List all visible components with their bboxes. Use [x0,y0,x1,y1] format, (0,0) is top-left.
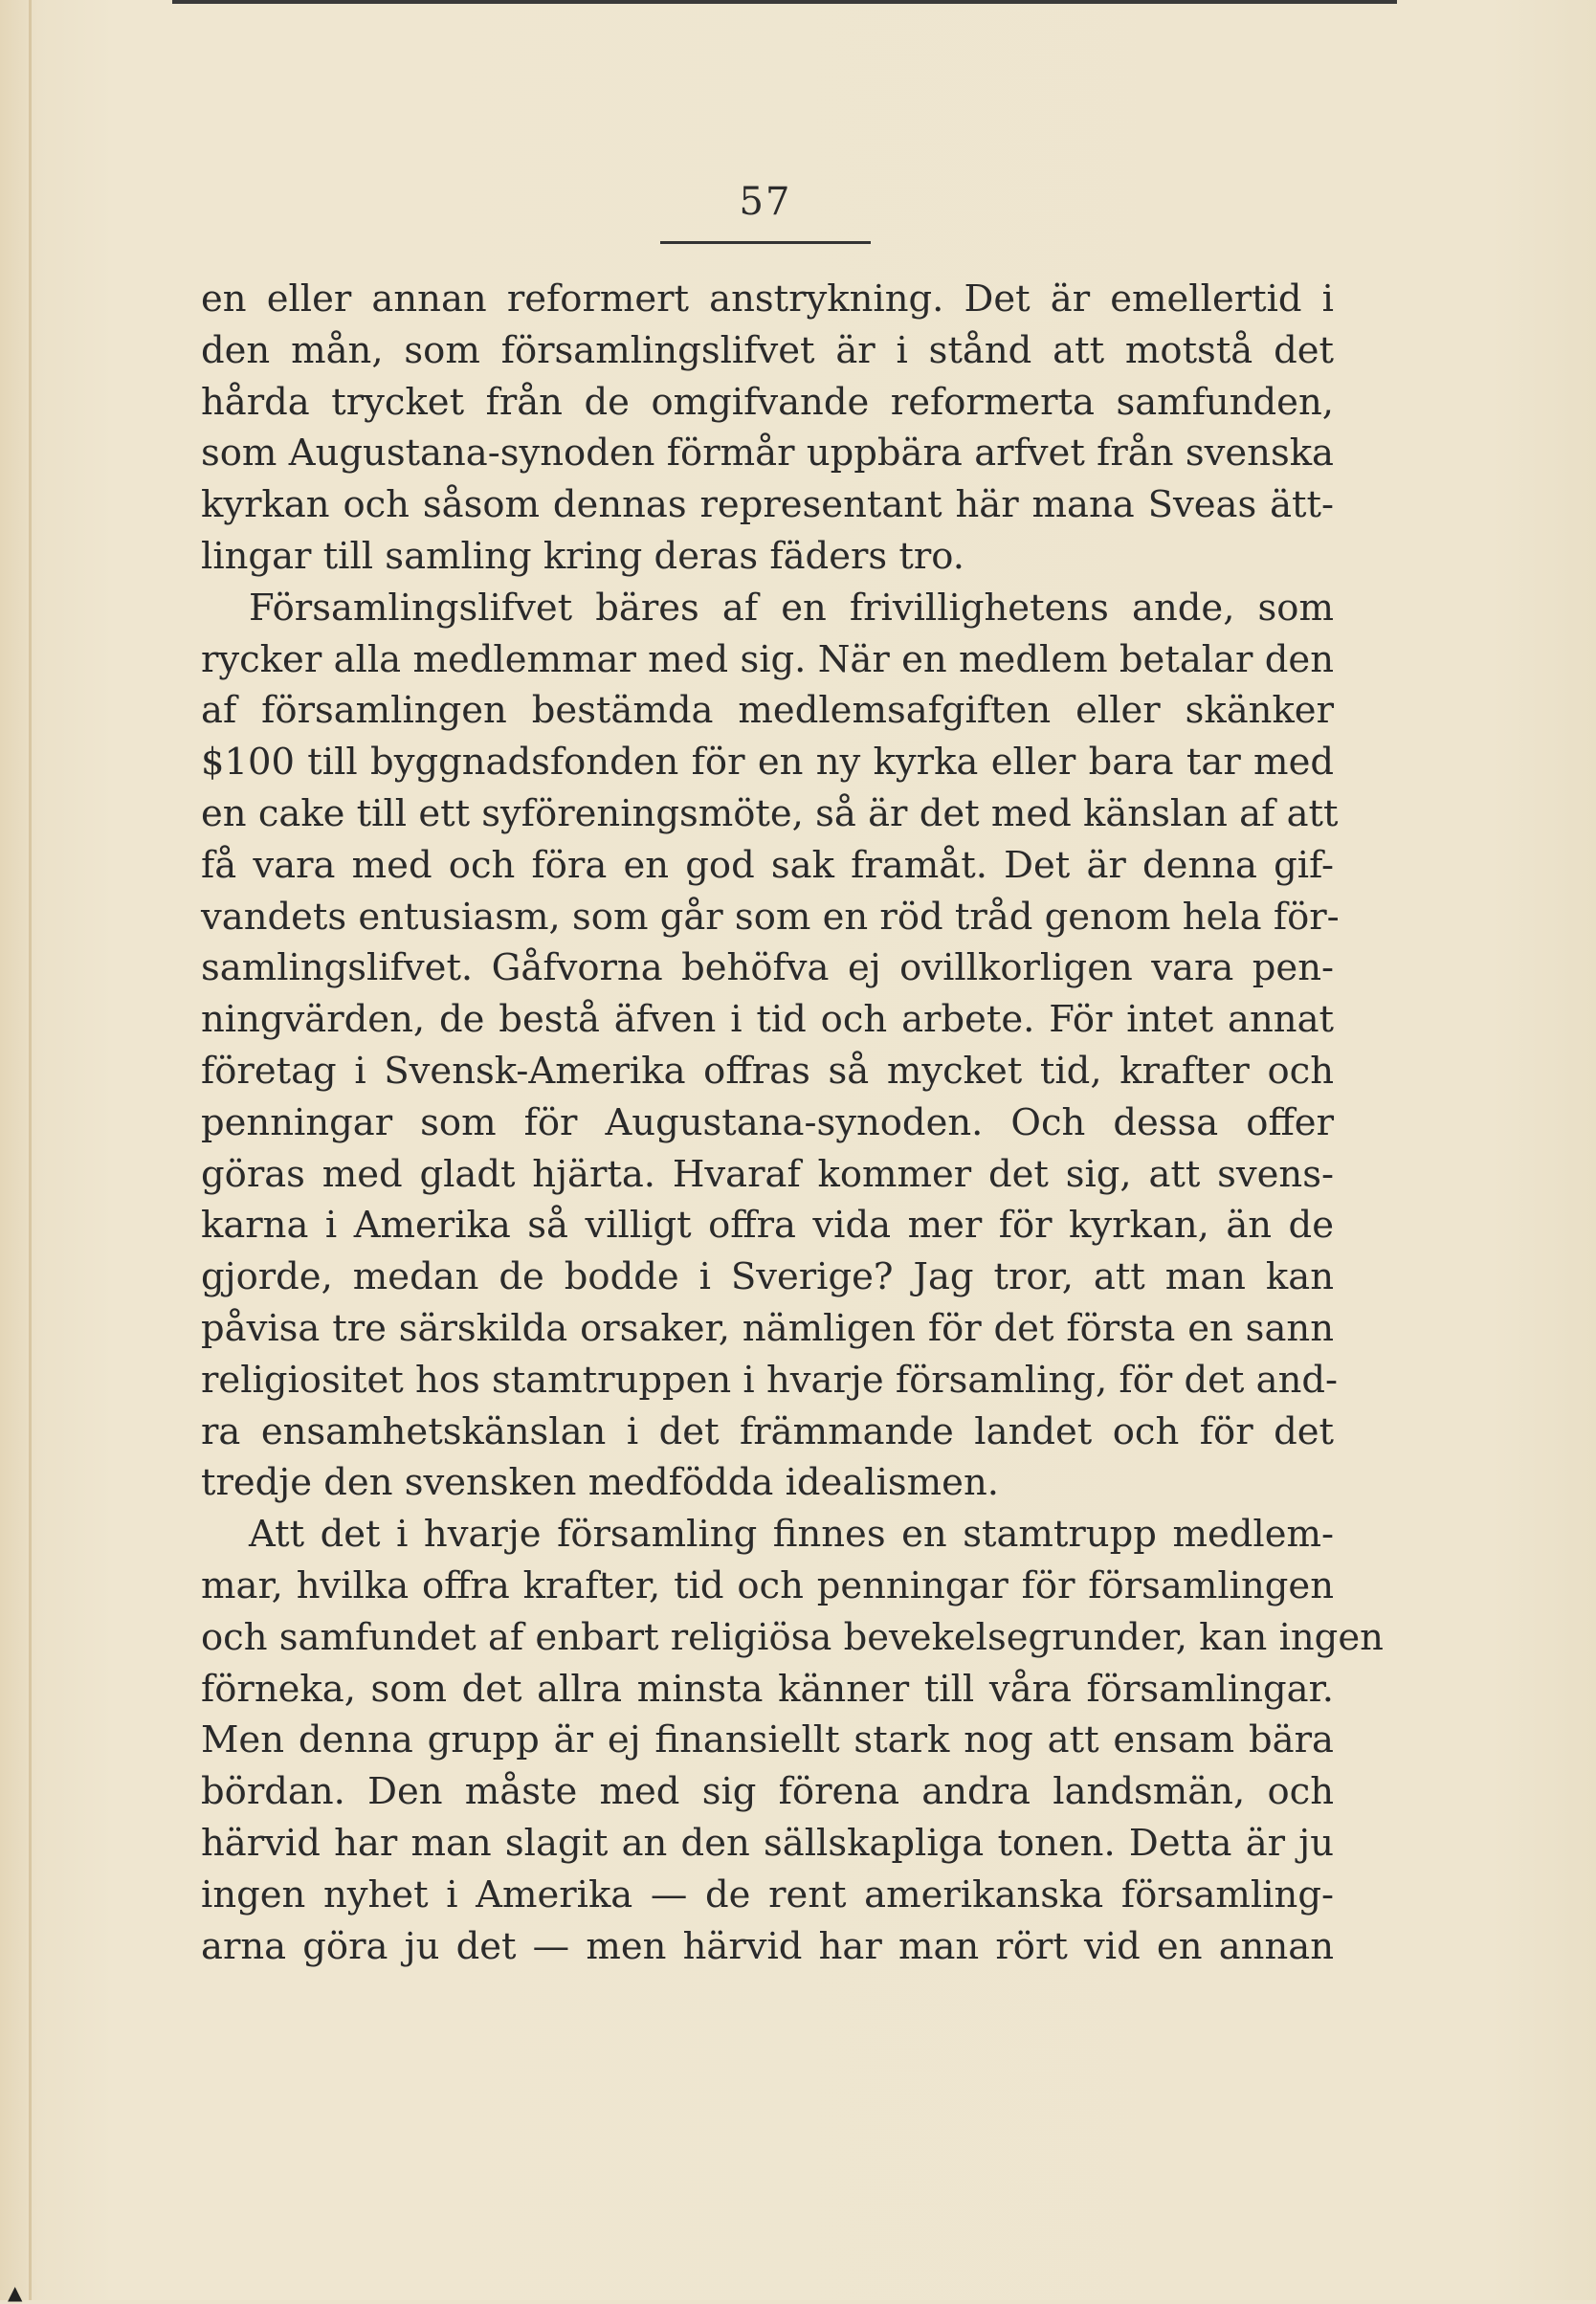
text-line: Att det i hvarje församling finnes en stamtrupp medlem- [249,1513,1334,1557]
binding-edge [29,0,32,2300]
text-line: en eller annan reformert anstrykning. Det är emellertid i [201,277,1334,321]
text-line: mar, hvilka offra krafter, tid och penningar för församlingen [201,1563,1334,1607]
text-line: af församlingen bestämda medlemsafgiften eller skänker [201,689,1334,733]
text-line: förneka, som det allra minsta känner till våra församlingar. [201,1667,1334,1711]
body-text [201,274,1384,1972]
text-line: ningvärden, de bestå äfven i tid och arbete. För intet annat [201,998,1334,1042]
text-line: och samfundet af enbart religiösa bevekelsegrunder, kan ingen [201,1615,1384,1659]
text-line: den mån, som församlingslifvet är i stånd att motstå det [201,328,1334,372]
text-line: samlingslifvet. Gåfvorna behöfva ej ovillkorligen vara pen- [201,946,1334,990]
corner-mark: ▲ [8,2281,23,2304]
text-line: hårda trycket från de omgifvande reformerta samfunden, [201,380,1334,424]
text-line: påvisa tre särskilda orsaker, nämligen för det första en sann [201,1306,1334,1350]
text-line: företag i Svensk-Amerika offras så mycket tid, krafter och [201,1049,1334,1093]
text-line: bördan. Den måste med sig förena andra landsmän, och [201,1770,1334,1814]
text-line: vandets entusiasm, som går som en röd tråd genom hela för- [201,895,1340,939]
text-line: tredje den svensken medfödda idealismen. [201,1461,999,1505]
text-line: härvid har man slagit an den sällskapliga tonen. Detta är ju [201,1821,1334,1865]
top-edge-rule [172,0,1397,4]
text-line: en cake till ett syföreningsmöte, så är det med känslan af att [201,791,1339,835]
text-line: ingen nyhet i Amerika — de rent amerikanska församling- [201,1872,1334,1916]
text-line: som Augustana-synoden förmår uppbära arfvet från svenska [201,432,1334,476]
text-line: lingar till samling kring deras fäders tro. [201,534,964,578]
text-line: kyrkan och såsom dennas representant här mana Sveas ätt- [201,483,1334,527]
text-line: gjorde, medan de bodde i Sverige? Jag tror, att man kan [201,1255,1334,1299]
text-line: karna i Amerika så villigt offra vida mer för kyrkan, än de [201,1204,1334,1248]
page-number: 57 [739,180,792,224]
text-line: arna göra ju det — men härvid har man rört vid en annan [201,1924,1334,1968]
text-line: penningar som för Augustana-synoden. Och dessa offer [201,1100,1334,1144]
text-line: ra ensamhetskänslan i det främmande landet och för det [201,1409,1334,1453]
text-line: rycker alla medlemmar med sig. När en medlem betalar den [201,637,1334,681]
text-line: $100 till byggnadsfonden för en ny kyrka eller bara tar med [201,741,1334,785]
page-number-rule [660,241,871,244]
text-line: göras med gladt hjärta. Hvaraf kommer det sig, att svens- [201,1152,1334,1196]
text-line: Men denna grupp är ej finansiellt stark nog att ensam bära [201,1718,1334,1762]
text-line: religiositet hos stamtruppen i hvarje församling, för det and- [201,1358,1339,1402]
text-line: få vara med och föra en god sak framåt. Det är denna gif- [201,843,1334,887]
text-line: Församlingslifvet bäres af en frivillighetens ande, som [249,586,1334,630]
